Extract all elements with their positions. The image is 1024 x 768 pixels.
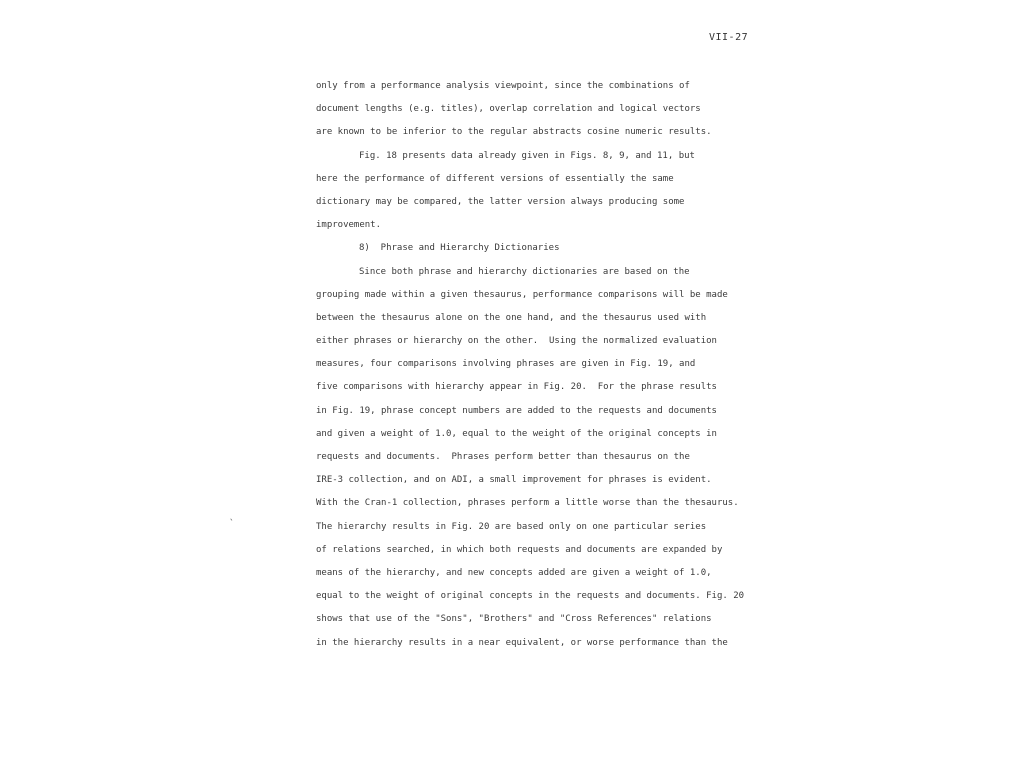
text-line: of relations searched, in which both requests and documents are expanded by bbox=[316, 544, 723, 555]
text-line: between the thesaurus alone on the one hand, and the thesaurus used with bbox=[316, 312, 707, 323]
text-line: in the hierarchy results in a near equivalent, or worse performance than the bbox=[316, 637, 728, 648]
text-line: in Fig. 19, phrase concept numbers are added to the requests and documents bbox=[316, 405, 717, 416]
text-line: IRE-3 collection, and on ADI, a small improvement for phrases is evident. bbox=[316, 475, 712, 486]
text-line: dictionary may be compared, the latter version always producing some bbox=[316, 196, 685, 207]
text-line: means of the hierarchy, and new concepts added are given a weight of 1.0, bbox=[316, 567, 712, 578]
text-line: and given a weight of 1.0, equal to the weight of the original concepts in bbox=[316, 428, 717, 439]
text-line: shows that use of the "Sons", "Brothers" and "Cross References" relations bbox=[316, 614, 712, 625]
section-heading: 8) Phrase and Hierarchy Dictionaries bbox=[359, 243, 560, 254]
text-line: here the performance of different versions of essentially the same bbox=[316, 173, 674, 184]
text-line: five comparisons with hierarchy appear in Fig. 20. For the phrase results bbox=[316, 382, 717, 393]
text-line: either phrases or hierarchy on the other. Using the normalized evaluation bbox=[316, 336, 717, 347]
text-line: equal to the weight of original concepts in the requests and documents. Fig. 20 bbox=[316, 591, 745, 602]
text-line: are known to be inferior to the regular abstracts cosine numeric results. bbox=[316, 127, 712, 138]
page-number: VII-27 bbox=[709, 32, 749, 43]
text-line: With the Cran-1 collection, phrases perform a little worse than the thesaurus. bbox=[316, 498, 739, 509]
body-text bbox=[316, 78, 756, 658]
text-line: Since both phrase and hierarchy dictionaries are based on the bbox=[359, 266, 690, 277]
text-line: requests and documents. Phrases perform better than thesaurus on the bbox=[316, 452, 690, 462]
text-line: only from a performance analysis viewpoint, since the combinations of bbox=[316, 81, 690, 91]
text-line: improvement. bbox=[316, 220, 382, 231]
text-line: measures, four comparisons involving phrases are given in Fig. 19, and bbox=[316, 359, 696, 370]
text-line: Fig. 18 presents data already given in Figs. 8, 9, and 11, but bbox=[359, 150, 695, 161]
text-line: document lengths (e.g. titles), overlap correlation and logical vectors bbox=[316, 104, 701, 115]
stray-mark: ` bbox=[229, 519, 235, 529]
text-line: grouping made within a given thesaurus, performance comparisons will be made bbox=[316, 289, 728, 300]
text-line: The hierarchy results in Fig. 20 are based only on one particular series bbox=[316, 521, 707, 532]
